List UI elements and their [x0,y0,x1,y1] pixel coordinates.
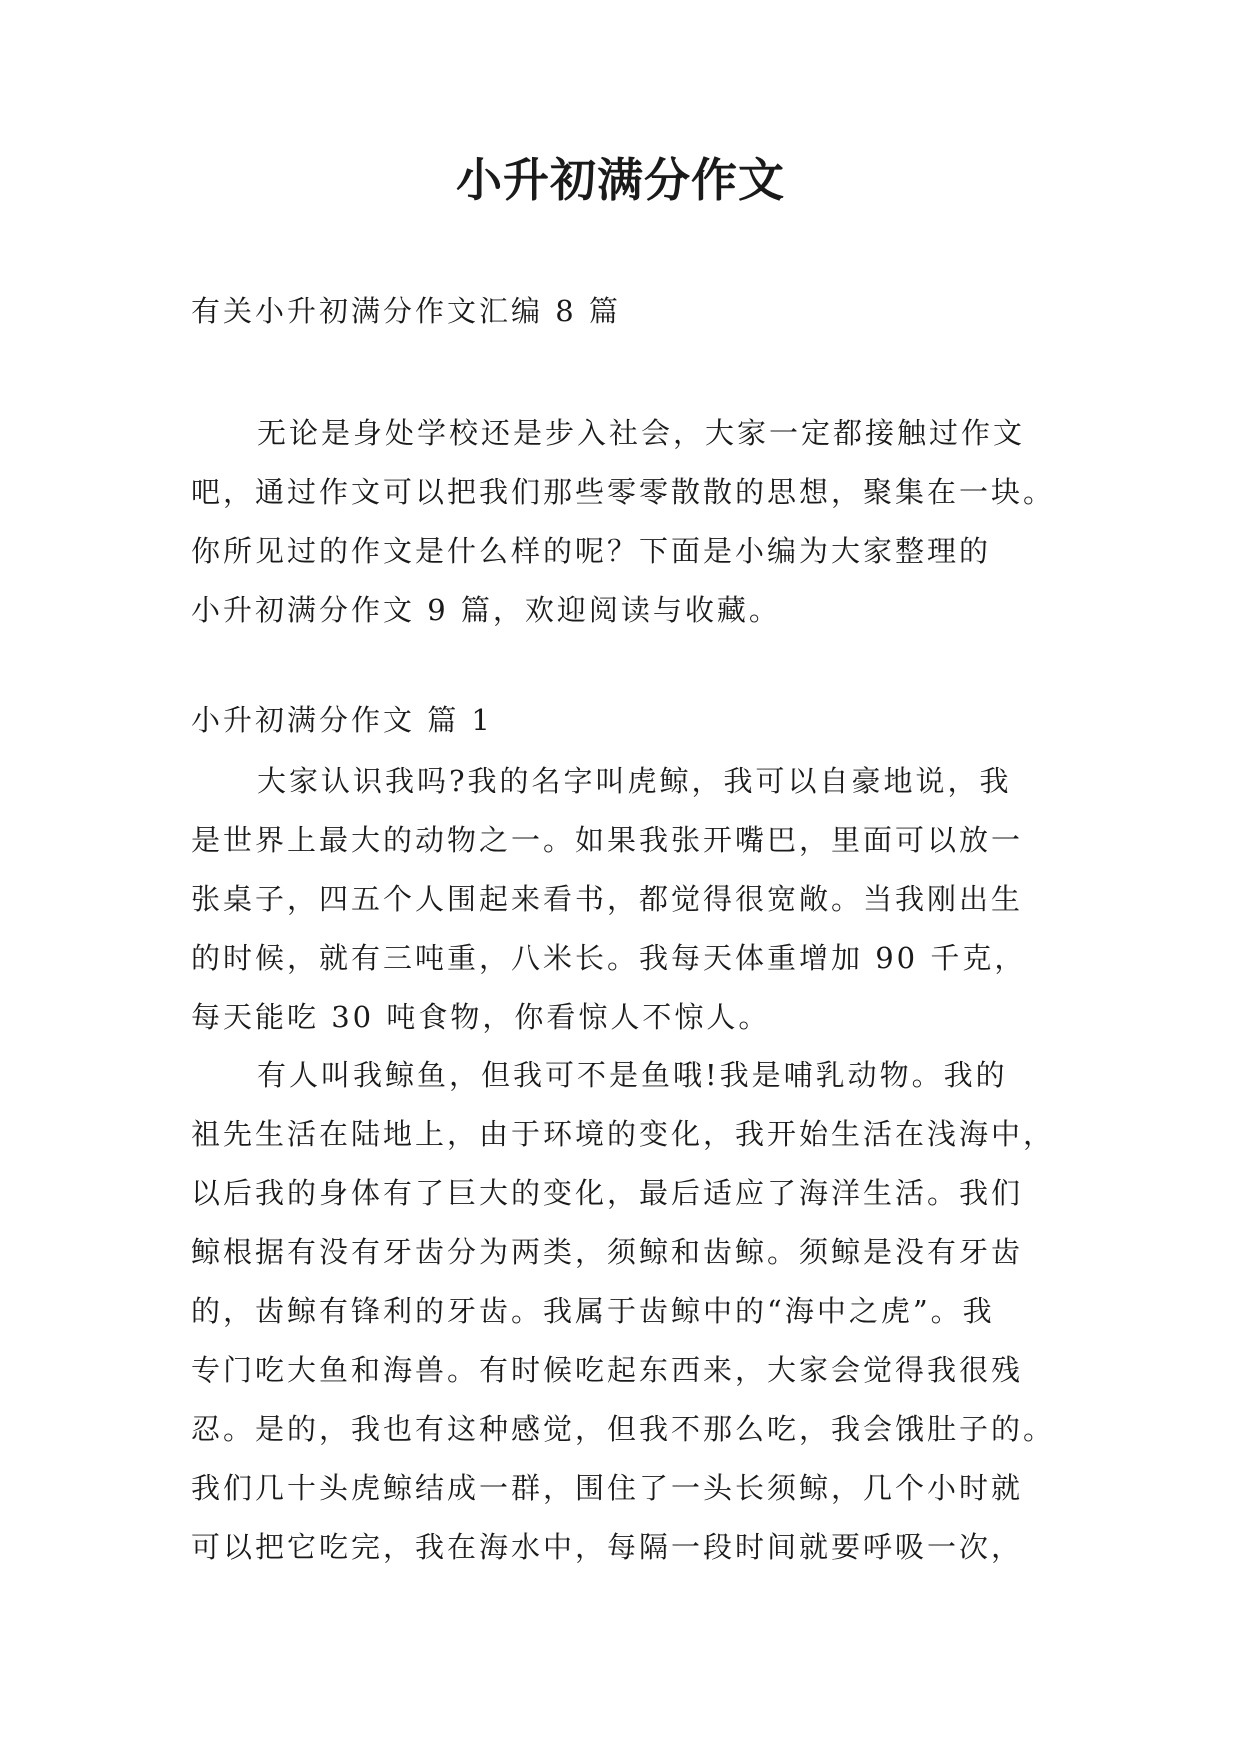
paragraph-line: 忍。是的，我也有这种感觉，但我不那么吃，我会饿肚子的。 [191,1412,1056,1446]
section-heading: 小升初满分作文 篇 1 [191,703,493,737]
paragraph-line: 大家认识我吗?我的名字叫虎鲸，我可以自豪地说，我 [257,764,1012,798]
paragraph-1 [191,752,1051,1047]
document-title: 小升初满分作文 [456,153,785,207]
intro-line: 你所见过的作文是什么样的呢？下面是小编为大家整理的 [191,534,992,568]
paragraph-line: 是世界上最大的动物之一。如果我张开嘴巴，里面可以放一 [191,823,1024,857]
paragraph-line: 张桌子，四五个人围起来看书，都觉得很宽敞。当我刚出生 [191,882,1024,916]
paragraph-line: 的时候，就有三吨重，八米长。我每天体重增加 90 千克， [191,941,1027,975]
paragraph-line: 每天能吃 30 吨食物，你看惊人不惊人。 [191,1000,771,1034]
paragraph-line: 我们几十头虎鲸结成一群，围住了一头长须鲸，几个小时就 [191,1471,1024,1505]
paragraph-line: 有人叫我鲸鱼，但我可不是鱼哦!我是哺乳动物。我的 [257,1058,1008,1092]
intro-line: 小升初满分作文 9 篇，欢迎阅读与收藏。 [191,593,781,627]
paragraph-line: 可以把它吃完，我在海水中，每隔一段时间就要呼吸一次， [191,1530,1024,1564]
paragraph-line: 专门吃大鱼和海兽。有时候吃起东西来，大家会觉得我很残 [191,1353,1024,1387]
paragraph-line: 祖先生活在陆地上，由于环境的变化，我开始生活在浅海中， [191,1117,1056,1151]
paragraph-line: 的，齿鲸有锋利的牙齿。我属于齿鲸中的“海中之虎”。我 [191,1294,995,1328]
paragraph-line: 以后我的身体有了巨大的变化，最后适应了海洋生活。我们 [191,1176,1024,1210]
intro-line: 吧，通过作文可以把我们那些零零散散的思想，聚集在一块。 [191,475,1056,509]
intro-paragraph [191,404,1056,640]
document-subtitle: 有关小升初满分作文汇编 8 篇 [191,294,621,328]
paragraph-line: 鲸根据有没有牙齿分为两类，须鲸和齿鲸。须鲸是没有牙齿 [191,1235,1024,1269]
intro-line: 无论是身处学校还是步入社会，大家一定都接触过作文 [257,416,1026,450]
paragraph-2 [191,1046,1056,1577]
